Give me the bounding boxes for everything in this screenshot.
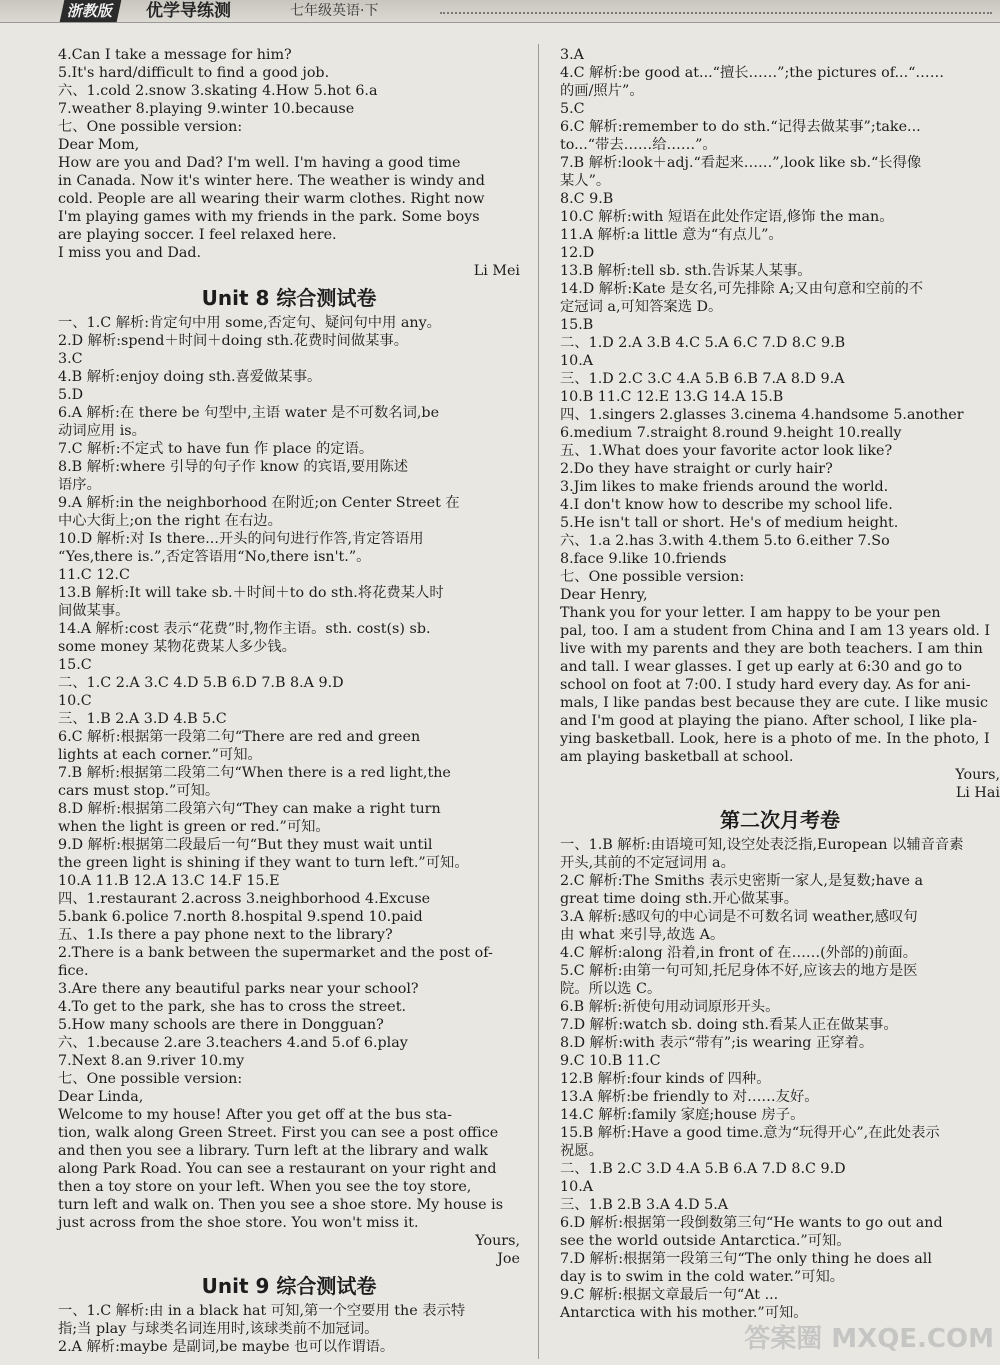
- text-line: pal, too. I am a student from China and I am 13 years old. I: [560, 623, 991, 639]
- text-line: 二、1.C 2.A 3.C 4.D 5.B 6.D 7.B 8.A 9.D: [58, 675, 344, 691]
- text-line: tion, walk along Green Street. First you can see a post office: [58, 1125, 499, 1141]
- text-line: 6.D 解析:根据第一段倒数第三句“He wants to go out and: [560, 1215, 943, 1231]
- signature-line: Yours,: [955, 767, 1000, 783]
- text-line: Welcome to my house! After you get off at the bus sta-: [58, 1107, 452, 1123]
- text-line: then a toy store on your left. When you see the toy store,: [58, 1179, 472, 1195]
- text-line: 一、1.B 解析:由语境可知,设空处表泛指,European 以辅音音素: [560, 837, 964, 853]
- text-line: 9.C 解析:根据文章最后一句“At ...: [560, 1287, 779, 1303]
- text-line: 三、1.B 2.A 3.D 4.B 5.C: [58, 711, 227, 727]
- text-line: lights at each corner.”可知。: [58, 747, 262, 763]
- text-line: 由 what 来引导,故选 A。: [560, 927, 725, 943]
- text-line: Dear Henry,: [560, 587, 648, 603]
- text-line: 15.B: [560, 317, 594, 333]
- text-line: am playing basketball at school.: [560, 749, 794, 765]
- text-line: 语序。: [58, 477, 101, 493]
- text-line: 某人”。: [560, 173, 611, 189]
- text-line: 3.Jim likes to make friends around the world.: [560, 479, 889, 495]
- text-line: 5.He isn't tall or short. He's of medium height.: [560, 515, 899, 531]
- text-line: the green light is shining if they want to turn left.”可知。: [58, 855, 469, 871]
- text-line: 7.B 解析:根据第二段第二句“When there is a red light,the: [58, 765, 451, 781]
- text-line: 13.B 解析:tell sb. sth.告诉某人某事。: [560, 263, 812, 279]
- section-heading: 第二次月考卷: [720, 808, 840, 832]
- text-line: 间做某事。: [58, 603, 130, 619]
- text-line: 13.B 解析:It will take sb.＋时间＋to do sth.将花费某人时: [58, 585, 444, 601]
- text-line: 一、1.C 解析:由 in a black hat 可知,第一个空要用 the 表示特: [58, 1303, 466, 1319]
- text-line: to...“带去……给……”。: [560, 137, 717, 153]
- right-column: [560, 46, 1000, 1322]
- text-line: ying basketball. Look, here is a photo of me. In the photo, I: [560, 731, 990, 747]
- text-line: 6.C 解析:根据第一段第二句“There are red and green: [58, 729, 421, 745]
- text-line: 4.C 解析:be good at...“擅长……”;the pictures of...“……: [560, 65, 945, 81]
- text-line: 15.C: [58, 657, 92, 673]
- text-line: see the world outside Antarctica.”可知。: [560, 1233, 851, 1249]
- text-line: 8.C 9.B: [560, 191, 614, 207]
- text-line: 6.medium 7.straight 8.round 9.height 10.really: [560, 425, 902, 441]
- text-line: 14.D 解析:Kate 是女名,可先排除 A;又由句意和空前的不: [560, 281, 924, 297]
- text-line: 五、1.Is there a pay phone next to the library?: [58, 927, 393, 943]
- text-line: 2.A 解析:maybe 是副词,be maybe 也可以作谓语。: [58, 1339, 395, 1355]
- page-header: [0, 0, 1000, 23]
- text-line: 11.C 12.C: [58, 567, 130, 583]
- signature-line: Li Hai: [955, 785, 1000, 801]
- text-line: 7.Next 8.an 9.river 10.my: [58, 1053, 245, 1069]
- text-line: 院。所以选 C。: [560, 981, 662, 997]
- text-line: 7.C 解析:不定式 to have fun 作 place 的定语。: [58, 441, 374, 457]
- text-line: 11.A 解析:a little 意为“有点儿”。: [560, 227, 783, 243]
- text-line: mals, I like pandas best because they are cute. I like music: [560, 695, 989, 711]
- text-line: 七、One possible version:: [560, 569, 745, 585]
- text-line: 2.There is a bank between the supermarket and the post of-: [58, 945, 493, 961]
- text-line: 三、1.D 2.C 3.C 4.A 5.B 6.B 7.A 8.D 9.A: [560, 371, 845, 387]
- text-line: some money 某物花费某人多少钱。: [58, 639, 296, 655]
- text-line: I miss you and Dad.: [58, 245, 202, 261]
- text-line: How are you and Dad? I'm well. I'm having a good time: [58, 155, 461, 171]
- text-line: 5.D: [58, 387, 84, 403]
- text-line: 7.D 解析:根据第一段第三句“The only thing he does all: [560, 1251, 932, 1267]
- text-line: 8.face 9.like 10.friends: [560, 551, 727, 567]
- text-line: 4.B 解析:enjoy doing sth.喜爱做某事。: [58, 369, 322, 385]
- text-line: 14.A 解析:cost 表示“花费”时,物作主语。sth. cost(s) sb.: [58, 621, 431, 637]
- text-line: 5.bank 6.police 7.north 8.hospital 9.spend 10.paid: [58, 909, 423, 925]
- text-line: day is to swim in the cold water.”可知。: [560, 1269, 845, 1285]
- text-line: 6.A 解析:在 there be 句型中,主语 water 是不可数名词,be: [58, 405, 440, 421]
- text-line: when the light is green or red.”可知。: [58, 819, 330, 835]
- text-line: 4.C 解析:along 沿着,in front of 在……(外部的)前面。: [560, 945, 918, 961]
- text-line: and I'm good at playing the piano. After school, I like pla-: [560, 713, 978, 729]
- signature-line: Joe: [497, 1251, 520, 1267]
- book-subtitle: 七年级英语·下: [290, 3, 379, 19]
- text-line: 2.D 解析:spend＋时间＋doing sth.花费时间做某事。: [58, 333, 408, 349]
- text-line: and then you see a library. Turn left at the library and walk: [58, 1143, 488, 1159]
- text-line: 三、1.B 2.B 3.A 4.D 5.A: [560, 1197, 729, 1213]
- text-line: 的画/照片”。: [560, 83, 644, 99]
- text-line: 9.C 10.B 11.C: [560, 1053, 661, 1069]
- text-line: and tall. I wear glasses. I get up early at 6:30 and go to: [560, 659, 963, 675]
- text-line: 10.B 11.C 12.E 13.G 14.A 15.B: [560, 389, 784, 405]
- text-line: are playing soccer. I feel relaxed here.: [58, 227, 337, 243]
- text-line: 15.B 解析:Have a good time.意为“玩得开心”,在此处表示: [560, 1125, 940, 1141]
- text-line: fice.: [58, 963, 89, 979]
- text-line: 8.D 解析:with 表示“带有”;is wearing 正穿着。: [560, 1035, 874, 1051]
- text-line: Dear Mom,: [58, 137, 140, 153]
- text-line: “Yes,there is.”,否定答语用“No,there isn't.”。: [58, 549, 371, 565]
- text-line: Thank you for your letter. I am happy to be your pen: [560, 605, 941, 621]
- text-line: 9.D 解析:根据第二段最后一句“But they must wait until: [58, 837, 433, 853]
- text-line: 4.To get to the park, she has to cross the street.: [58, 999, 407, 1015]
- text-line: cars must stop.”可知。: [58, 783, 220, 799]
- signature-line: Li Mei: [473, 263, 520, 279]
- text-line: 3.Are there any beautiful parks near your school?: [58, 981, 419, 997]
- text-line: 12.B 解析:four kinds of 四种。: [560, 1071, 771, 1087]
- text-line: 四、1.singers 2.glasses 3.cinema 4.handsome 5.another: [560, 407, 964, 423]
- text-line: 五、1.What does your favorite actor look like?: [560, 443, 893, 459]
- text-line: just across from the shoe store. You won't miss it.: [58, 1215, 419, 1231]
- book-title: 优学导练测: [146, 1, 231, 21]
- text-line: 2.C 解析:The Smiths 表示史密斯一家人,是复数;have a: [560, 873, 924, 889]
- text-line: 5.How many schools are there in Dongguan?: [58, 1017, 384, 1033]
- text-line: 9.A 解析:in the neighborhood 在附近;on Center Street 在: [58, 495, 460, 511]
- text-line: school on foot at 7:00. I study hard every day. As for ani-: [560, 677, 971, 693]
- text-line: Antarctica with his mother.”可知。: [560, 1305, 808, 1321]
- text-line: 七、One possible version:: [58, 119, 243, 135]
- text-line: 七、One possible version:: [58, 1071, 243, 1087]
- text-line: 6.C 解析:remember to do sth.“记得去做某事”;take...: [560, 119, 921, 135]
- text-line: 4.I don't know how to describe my school life.: [560, 497, 893, 513]
- text-line: 5.It's hard/difficult to find a good job.: [58, 65, 330, 81]
- text-line: 8.D 解析:根据第二段第六句“They can make a right turn: [58, 801, 441, 817]
- column-divider: [538, 44, 539, 1359]
- text-line: cold. People are all wearing their warm clothes. Right now: [58, 191, 485, 207]
- section-heading: Unit 8 综合测试卷: [201, 286, 377, 310]
- text-line: 四、1.restaurant 2.across 3.neighborhood 4.Excuse: [58, 891, 431, 907]
- text-line: 4.Can I take a message for him?: [58, 47, 292, 63]
- text-line: 10.C: [58, 693, 92, 709]
- text-line: 6.B 解析:祈使句用动词原形开头。: [560, 999, 780, 1015]
- text-line: 10.A: [560, 1179, 594, 1195]
- text-line: 2.Do they have straight or curly hair?: [560, 461, 833, 477]
- text-line: 14.C 解析:family 家庭;house 房子。: [560, 1107, 805, 1123]
- text-line: 7.weather 8.playing 9.winter 10.because: [58, 101, 355, 117]
- text-line: 10.A: [560, 353, 594, 369]
- section-heading: Unit 9 综合测试卷: [201, 1274, 377, 1298]
- text-line: 7.B 解析:look＋adj.“看起来……”,look like sb.“长得像: [560, 155, 922, 171]
- text-line: 六、1.a 2.has 3.with 4.them 5.to 6.either 7.So: [560, 533, 890, 549]
- text-line: 7.D 解析:watch sb. doing sth.看某人正在做某事。: [560, 1017, 898, 1033]
- text-line: 二、1.B 2.C 3.D 4.A 5.B 6.A 7.D 8.C 9.D: [560, 1161, 846, 1177]
- text-line: 5.C: [560, 101, 585, 117]
- text-line: 12.D: [560, 245, 595, 261]
- text-line: turn left and walk on. Then you see a shoe store. My house is: [58, 1197, 504, 1213]
- text-line: 13.A 解析:be friendly to 对……友好。: [560, 1089, 819, 1105]
- text-line: live with my parents and they are both teachers. I am thin: [560, 641, 983, 657]
- left-column: [58, 46, 520, 1356]
- text-line: 10.C 解析:with 短语在此处作定语,修饰 the man。: [560, 209, 894, 225]
- text-line: 一、1.C 解析:肯定句中用 some,否定句、疑问句中用 any。: [58, 315, 441, 331]
- text-line: 8.B 解析:where 引导的句子作 know 的宾语,要用陈述: [58, 459, 409, 475]
- text-line: 开头,其前的不定冠词用 a。: [560, 855, 735, 871]
- text-line: 定冠词 a,可知答案选 D。: [560, 299, 723, 315]
- text-line: 六、1.because 2.are 3.teachers 4.and 5.of 6.play: [58, 1035, 408, 1051]
- signature-line: Yours,: [475, 1233, 520, 1249]
- text-line: 5.C 解析:由第一句可知,托尼身体不好,应该去的地方是医: [560, 963, 918, 979]
- watermark: 答案圈 MXQE.COM: [744, 1324, 994, 1354]
- text-line: 中心大街上;on the right 在右边。: [58, 513, 282, 529]
- text-line: Dear Linda,: [58, 1089, 144, 1105]
- text-line: 六、1.cold 2.snow 3.skating 4.How 5.hot 6.a: [58, 83, 378, 99]
- text-line: 动词应用 is。: [58, 423, 146, 439]
- text-line: great time doing sth.开心做某事。: [560, 891, 798, 907]
- text-line: 3.A 解析:感叹句的中心词是不可数名词 weather,感叹句: [560, 909, 918, 925]
- text-line: 指;当 play 与球类名词连用时,该球类前不加冠词。: [58, 1321, 379, 1337]
- header-rule: [440, 12, 992, 14]
- text-line: I'm playing games with my friends in the park. Some boys: [58, 209, 480, 225]
- text-line: in Canada. Now it's winter here. The weather is windy and: [58, 173, 485, 189]
- text-line: 10.A 11.B 12.A 13.C 14.F 15.E: [58, 873, 280, 889]
- text-line: along Park Road. You can see a restaurant on your right and: [58, 1161, 497, 1177]
- text-line: 10.D 解析:对 Is there...开头的问句进行作答,肯定答语用: [58, 531, 424, 547]
- text-line: 祝愿。: [560, 1143, 603, 1159]
- brand-logo: 浙教版: [60, 0, 122, 22]
- text-line: 3.A: [560, 47, 584, 63]
- text-line: 二、1.D 2.A 3.B 4.C 5.A 6.C 7.D 8.C 9.B: [560, 335, 846, 351]
- text-line: 3.C: [58, 351, 83, 367]
